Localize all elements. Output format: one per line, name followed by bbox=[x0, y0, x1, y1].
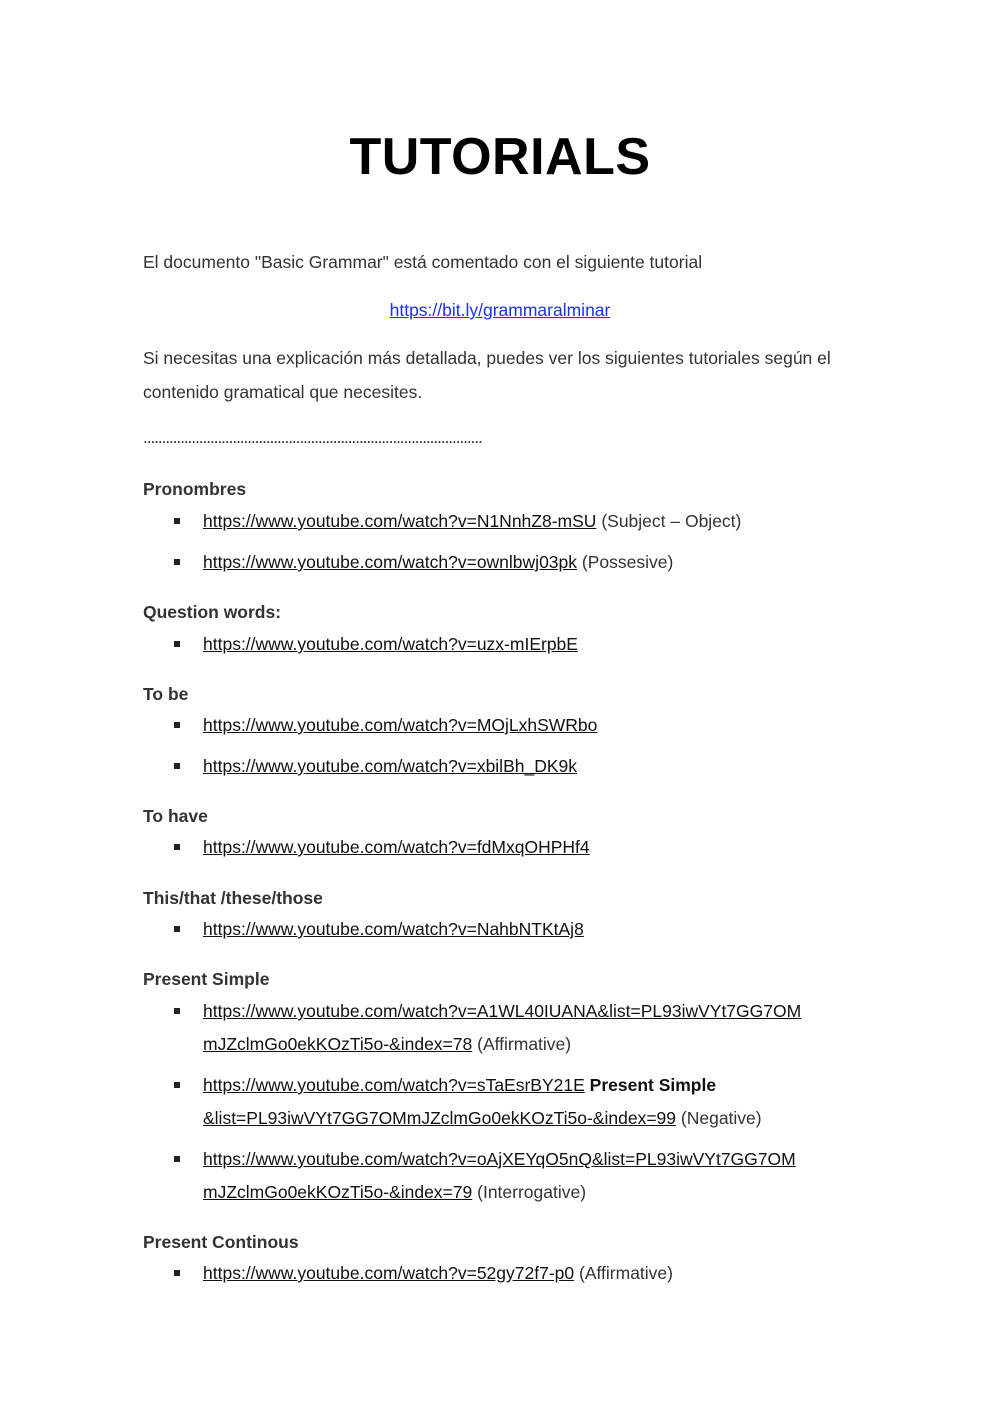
list-item bbox=[174, 709, 854, 742]
section-heading-present-continous: Present Continous bbox=[143, 1232, 299, 1252]
video-link[interactable]: https://www.youtube.com/watch?v=oAjXEYqO5nQ&list=PL93iwVYt7GG7OM bbox=[203, 1149, 796, 1169]
list-item bbox=[174, 750, 854, 783]
intro-link-row bbox=[0, 296, 1000, 324]
section-heading-demonstratives: This/that /these/those bbox=[143, 888, 323, 908]
bullet-icon bbox=[174, 722, 180, 728]
section-heading-to-be: To be bbox=[143, 684, 189, 704]
section-heading-question-words: Question words: bbox=[143, 602, 282, 622]
bullet-icon bbox=[174, 926, 180, 932]
intro-text: El documento "Basic Grammar" está comentado con el siguiente tutorial bbox=[143, 252, 703, 272]
video-link-continued[interactable]: &list=PL93iwVYt7GG7OMmJZclmGo0ekKOzTi5o-&index=99 bbox=[203, 1108, 677, 1128]
video-link[interactable]: https://www.youtube.com/watch?v=ownlbwj03pk bbox=[203, 552, 578, 572]
video-link[interactable]: https://www.youtube.com/watch?v=fdMxqOHPHf4 bbox=[203, 837, 590, 857]
bullet-icon bbox=[174, 1156, 180, 1162]
bullet-icon bbox=[174, 559, 180, 565]
video-link[interactable]: https://www.youtube.com/watch?v=52gy72f7-p0 bbox=[203, 1263, 575, 1283]
item-note: (Affirmative) bbox=[477, 1034, 572, 1054]
list-item bbox=[174, 1069, 854, 1135]
item-note: (Interrogative) bbox=[477, 1182, 587, 1202]
video-link-continued[interactable]: mJZclmGo0ekKOzTi5o-&index=79 bbox=[203, 1182, 473, 1202]
section-heading-to-have: To have bbox=[143, 806, 208, 826]
explanation-line-1: Si necesitas una explicación más detallada, puedes ver los siguientes tutoriales según el bbox=[143, 348, 831, 368]
section-heading-present-simple: Present Simple bbox=[143, 969, 270, 989]
bullet-icon bbox=[174, 1008, 180, 1014]
explanation-line-2: contenido gramatical que necesites. bbox=[143, 382, 423, 402]
item-note: (Negative) bbox=[680, 1108, 762, 1128]
video-link[interactable]: https://www.youtube.com/watch?v=MOjLxhSWRbo bbox=[203, 715, 598, 735]
bullet-icon bbox=[174, 1082, 180, 1088]
bullet-icon bbox=[174, 641, 180, 647]
page-title: TUTORIALS bbox=[349, 128, 651, 186]
video-link[interactable]: https://www.youtube.com/watch?v=N1NnhZ8-mSU bbox=[203, 511, 597, 531]
list-item bbox=[174, 995, 854, 1061]
list-item bbox=[174, 1257, 854, 1290]
item-note: (Subject – Object) bbox=[601, 511, 742, 531]
list-item bbox=[174, 913, 854, 946]
video-link[interactable]: https://www.youtube.com/watch?v=sTaEsrBY21E bbox=[203, 1075, 585, 1095]
bullet-icon bbox=[174, 518, 180, 524]
bullet-icon bbox=[174, 844, 180, 850]
list-item bbox=[174, 831, 854, 864]
video-link[interactable]: https://www.youtube.com/watch?v=NahbNTKtAj8 bbox=[203, 919, 584, 939]
video-link[interactable]: https://www.youtube.com/watch?v=uzx-mIErpbE bbox=[203, 634, 578, 654]
section-heading-pronombres: Pronombres bbox=[143, 479, 247, 499]
list-item bbox=[174, 628, 854, 661]
bullet-icon bbox=[174, 763, 180, 769]
bullet-icon bbox=[174, 1270, 180, 1276]
grammar-tutorial-link[interactable]: https://bit.ly/grammaralminar bbox=[389, 300, 611, 320]
video-link[interactable]: https://www.youtube.com/watch?v=xbilBh_DK9k bbox=[203, 756, 578, 776]
video-link[interactable]: https://www.youtube.com/watch?v=A1WL40IUANA&list=PL93iwVYt7GG7OM bbox=[203, 1001, 802, 1021]
list-item bbox=[174, 1143, 854, 1209]
item-note: (Possesive) bbox=[581, 552, 674, 572]
video-link-continued[interactable]: mJZclmGo0ekKOzTi5o-&index=78 bbox=[203, 1034, 473, 1054]
dotted-separator: ........................................................................................... bbox=[143, 428, 482, 447]
list-item bbox=[174, 546, 854, 579]
list-item bbox=[174, 505, 854, 538]
item-note: (Affirmative) bbox=[579, 1263, 673, 1283]
item-bold-label: Present Simple bbox=[589, 1075, 717, 1095]
